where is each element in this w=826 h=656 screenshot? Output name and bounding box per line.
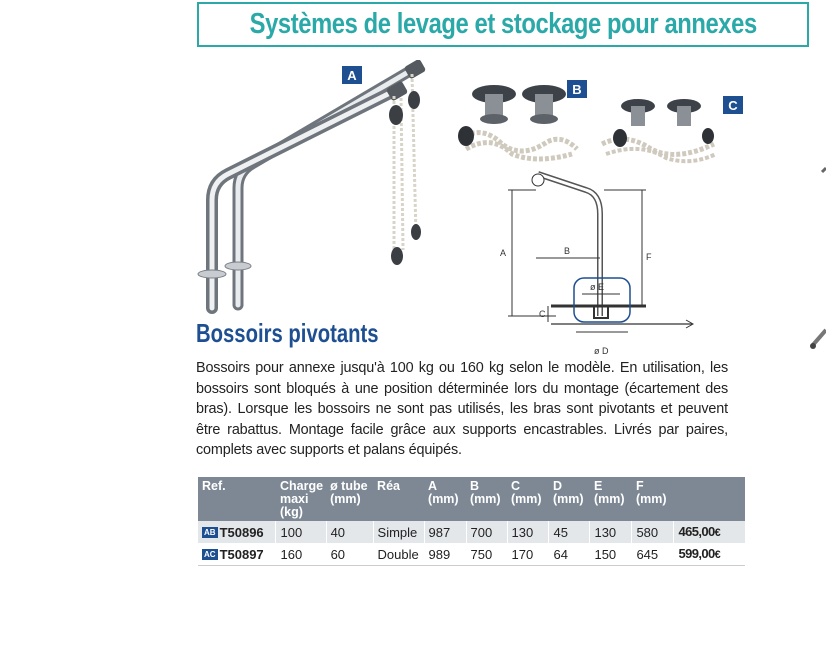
- cell-c: 170: [507, 543, 549, 566]
- figure-label-c: C: [723, 96, 743, 114]
- col-rea: Réa: [373, 477, 424, 521]
- cell-a: 987: [424, 521, 466, 543]
- cell-e: 130: [590, 521, 632, 543]
- adjacent-product-fragment: [808, 160, 826, 360]
- price-currency: €: [714, 549, 721, 561]
- cell-tube: 40: [326, 521, 373, 543]
- dimension-diagram: [496, 166, 698, 358]
- cell-price: [674, 543, 745, 566]
- col-f: F (mm): [632, 477, 674, 521]
- spec-table: [198, 477, 745, 566]
- cell-ref: [198, 521, 276, 543]
- ref-code: T50896: [219, 525, 264, 540]
- ref-badge: AC: [204, 550, 216, 559]
- cell-d: 64: [549, 543, 590, 566]
- col-c: C (mm): [507, 477, 549, 521]
- col-price: [674, 477, 745, 521]
- dim-label-a: A: [500, 248, 507, 258]
- cell-rea: Simple: [373, 521, 424, 543]
- page-title-box: [197, 2, 809, 47]
- cell-e: 150: [590, 543, 632, 566]
- col-e: E (mm): [590, 477, 632, 521]
- col-a: A (mm): [424, 477, 466, 521]
- ref-code: T50897: [219, 547, 264, 562]
- figure-label-b: B: [567, 80, 587, 98]
- cell-ref: [198, 543, 276, 566]
- col-b: B (mm): [466, 477, 507, 521]
- cell-rea: Double: [373, 543, 424, 566]
- ref-badge: AB: [204, 528, 216, 537]
- price-value: 465,00: [678, 524, 715, 539]
- table-row: [198, 521, 745, 543]
- price-currency: €: [714, 527, 721, 539]
- page-title: Systèmes de levage et stockage pour annexes: [249, 8, 757, 40]
- cell-charge: 160: [276, 543, 326, 566]
- dim-label-e: ø E: [590, 282, 605, 292]
- dim-label-d: ø D: [594, 346, 609, 356]
- dim-label-f: F: [646, 252, 652, 262]
- cell-f: 580: [632, 521, 674, 543]
- col-tube: ø tube (mm): [326, 477, 373, 521]
- dim-label-b: B: [564, 246, 571, 256]
- table-header-row: [198, 477, 745, 521]
- cell-a: 989: [424, 543, 466, 566]
- cell-b: 750: [466, 543, 507, 566]
- cell-tube: 60: [326, 543, 373, 566]
- col-ref: Ref.: [198, 477, 276, 521]
- table-row: [198, 543, 745, 566]
- figure-label-a: A: [342, 66, 362, 84]
- col-d: D (mm): [549, 477, 590, 521]
- cell-price: [674, 521, 745, 543]
- cell-c: 130: [507, 521, 549, 543]
- cell-d: 45: [549, 521, 590, 543]
- price-value: 599,00: [678, 546, 715, 561]
- section-title: Bossoirs pivotants: [196, 318, 379, 348]
- dim-label-c: C: [539, 309, 546, 319]
- col-charge: Charge maxi (kg): [276, 477, 326, 521]
- davit-illustration: [190, 60, 440, 315]
- cell-charge: 100: [276, 521, 326, 543]
- supports-c-illustration: [596, 94, 721, 164]
- cell-b: 700: [466, 521, 507, 543]
- section-description: Bossoirs pour annexe jusqu'à 100 kg ou 160 kg selon le modèle. En utilisation, les bossoirs sont bloqués à une position déterminée lors du montage (écartement des bras). Lorsque les bossoirs ne sont pas utilisés, les bras sont pivotants et peuvent être rabattus. Montage facile grâce aux supports encastrables. Livrés par paires, complets avec supports et palans équipés.: [196, 360, 728, 459]
- cell-f: 645: [632, 543, 674, 566]
